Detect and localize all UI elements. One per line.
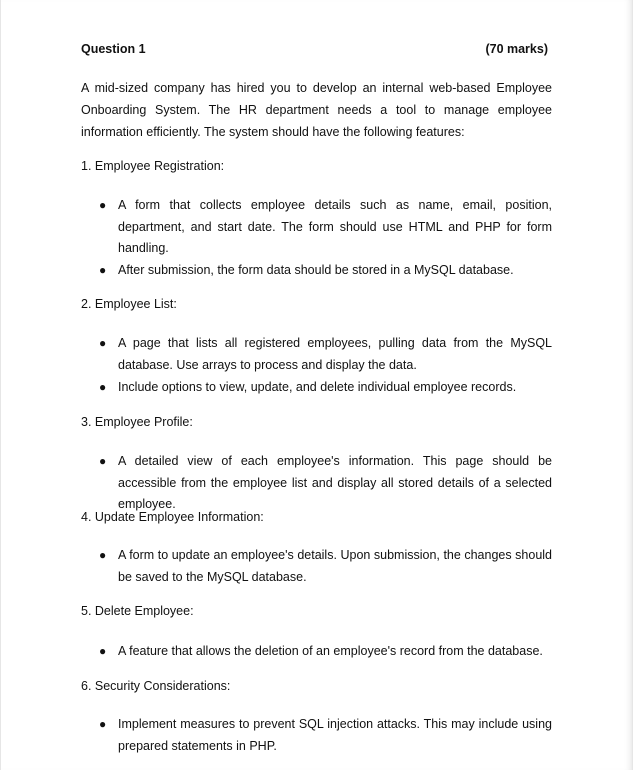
list-item xyxy=(99,260,552,282)
section-title: 1. Employee Registration: xyxy=(81,159,225,173)
list-item xyxy=(99,195,552,260)
list-item xyxy=(99,333,552,376)
question-marks: (70 marks) xyxy=(485,42,548,56)
bullet-icon: ● xyxy=(99,263,107,277)
list-item xyxy=(99,545,552,588)
section-title: 4. Update Employee Information: xyxy=(81,510,264,524)
list-item-text: Include options to view, update, and delete individual employee records. xyxy=(118,380,517,394)
bullet-icon: ● xyxy=(99,717,107,731)
list-item-text: A feature that allows the deletion of an employee's record from the database. xyxy=(118,644,543,658)
question-header xyxy=(81,42,548,60)
bullet-icon: ● xyxy=(99,644,107,658)
bullet-icon: ● xyxy=(99,454,107,468)
question-title: Question 1 xyxy=(81,42,146,56)
list-item-text: A form that collects employee details such as name, email, position, department, and start date. The form should use HTML and PHP for form handling. xyxy=(118,198,552,255)
list-item-text: After submission, the form data should be stored in a MySQL database. xyxy=(118,263,514,277)
intro-paragraph: A mid-sized company has hired you to develop an internal web-based Employee Onboarding System. The HR department needs a tool to manage employee information efficiently. The system should have the following features: xyxy=(81,81,552,139)
list-item xyxy=(99,451,552,516)
section-title: 5. Delete Employee: xyxy=(81,604,194,618)
bullet-icon: ● xyxy=(99,198,107,212)
bullet-icon: ● xyxy=(99,336,107,350)
section-title: 3. Employee Profile: xyxy=(81,415,193,429)
list-item-text: A page that lists all registered employees, pulling data from the MySQL database. Use arrays to process and display the data. xyxy=(118,336,552,372)
list-item xyxy=(99,377,552,399)
bullet-icon: ● xyxy=(99,380,107,394)
list-item-text: Implement measures to prevent SQL injection attacks. This may include using prepared statements in PHP. xyxy=(118,717,552,753)
list-item xyxy=(99,714,552,757)
list-item-text: A form to update an employee's details. Upon submission, the changes should be saved to the MySQL database. xyxy=(118,548,552,584)
section-title: 6. Security Considerations: xyxy=(81,679,231,693)
list-item-text: A detailed view of each employee's information. This page should be accessible from the employee list and display all stored details of a selected employee. xyxy=(118,454,552,511)
list-item xyxy=(99,641,552,663)
bullet-icon: ● xyxy=(99,548,107,562)
section-title: 2. Employee List: xyxy=(81,297,177,311)
